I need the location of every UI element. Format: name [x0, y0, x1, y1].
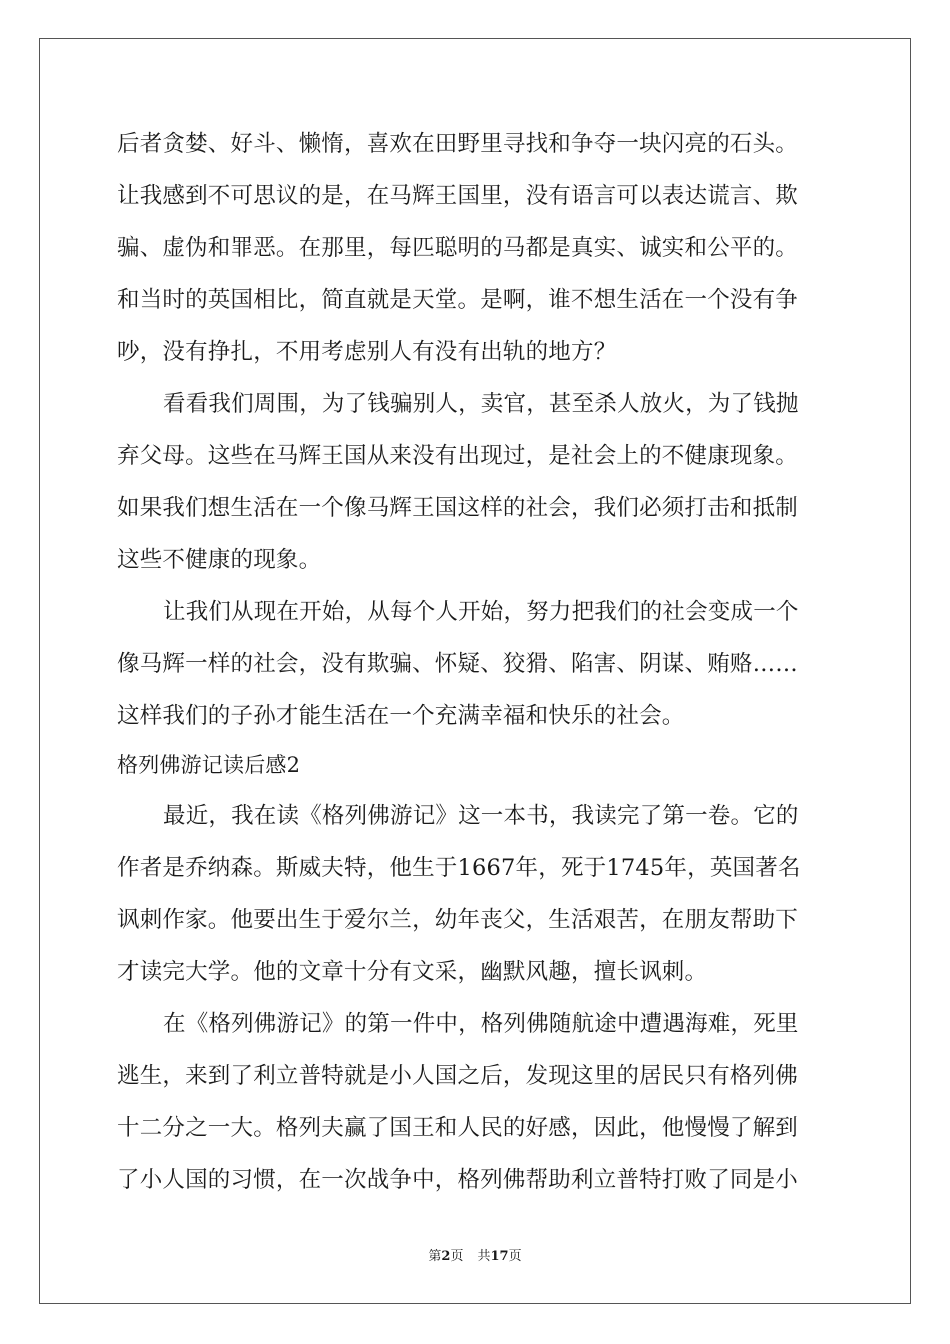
total-label-suffix: 页	[508, 1249, 522, 1264]
text-line: 后者贪婪、好斗、懒惰，喜欢在田野里寻找和争夺一块闪亮的石头。	[117, 131, 799, 157]
text-line: 弃父母。这些在马辉王国从来没有出现过，是社会上的不健康现象。	[117, 443, 799, 469]
text-line: 了小人国的习惯，在一次战争中，格列佛帮助利立普特打败了同是小	[117, 1167, 799, 1193]
total-page-count: 17	[490, 1249, 509, 1264]
text-line: 像马辉一样的社会，没有欺骗、怀疑、狡猾、陷害、阴谋、贿赂……	[117, 651, 799, 677]
current-page-number: 2	[441, 1249, 451, 1264]
text-line: 才读完大学。他的文章十分有文采，幽默风趣，擅长讽刺。	[117, 959, 708, 985]
page-label-prefix: 第	[428, 1249, 442, 1264]
text-line: 吵，没有挣扎，不用考虑别人有没有出轨的地方？	[117, 339, 617, 365]
paragraph-start-line: 看看我们周围，为了钱骗别人，卖官，甚至杀人放火，为了钱抛	[163, 391, 799, 417]
text-line: 和当时的英国相比，简直就是天堂。是啊，谁不想生活在一个没有争	[117, 287, 799, 313]
text-line: 十二分之一大。格列夫赢了国王和人民的好感，因此，他慢慢了解到	[117, 1115, 799, 1141]
text-line: 骗、虚伪和罪恶。在那里，每匹聪明的马都是真实、诚实和公平的。	[117, 235, 799, 261]
page-label-suffix: 页	[450, 1249, 464, 1264]
section-heading: 格列佛游记读后感2	[117, 753, 301, 777]
text-line: 这些不健康的现象。	[117, 547, 322, 573]
text-line: 讽刺作家。他要出生于爱尔兰，幼年丧父，生活艰苦，在朋友帮助下	[117, 907, 799, 933]
page-footer	[0, 1249, 950, 1265]
paragraph-start-line: 最近，我在读《格列佛游记》这一本书，我读完了第一卷。它的	[163, 803, 799, 829]
text-line: 如果我们想生活在一个像马辉王国这样的社会，我们必须打击和抵制	[117, 495, 799, 521]
text-line: 作者是乔纳森。斯威夫特，他生于1667年，死于1745年，英国著名	[117, 855, 801, 881]
total-label-prefix: 共	[477, 1249, 491, 1264]
paragraph-start-line: 在《格列佛游记》的第一件中，格列佛随航途中遭遇海难，死里	[163, 1011, 799, 1037]
text-line: 让我感到不可思议的是，在马辉王国里，没有语言可以表达谎言、欺	[117, 183, 799, 209]
text-line: 逃生，来到了利立普特就是小人国之后，发现这里的居民只有格列佛	[117, 1063, 799, 1089]
paragraph-start-line: 让我们从现在开始，从每个人开始，努力把我们的社会变成一个	[163, 599, 799, 625]
text-line: 这样我们的子孙才能生活在一个充满幸福和快乐的社会。	[117, 703, 685, 729]
